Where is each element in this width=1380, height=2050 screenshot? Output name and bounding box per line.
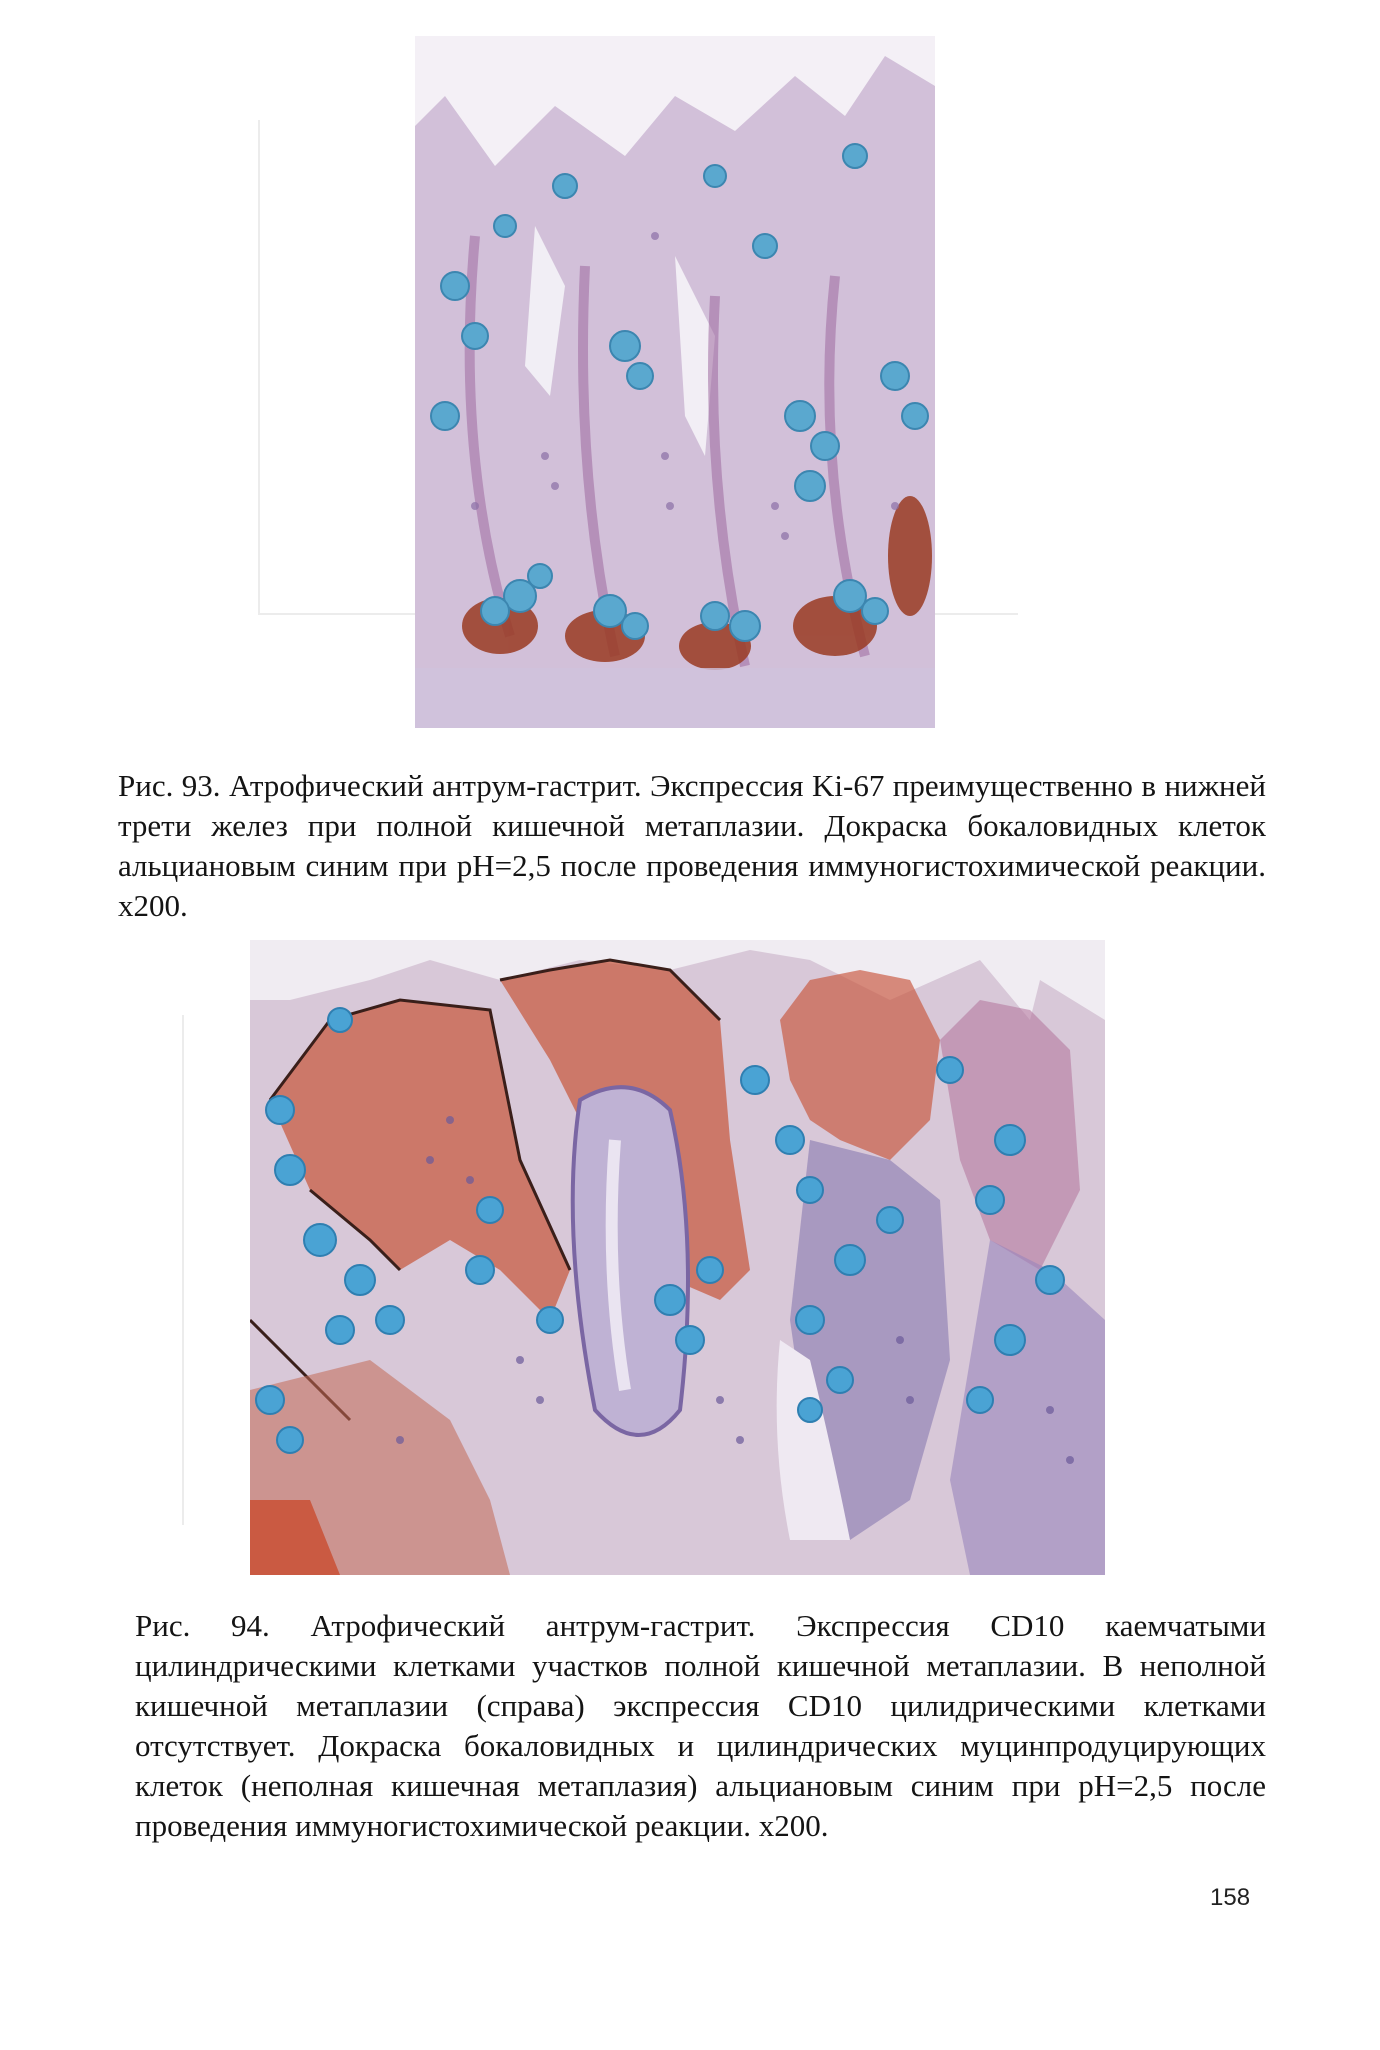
figure-93-caption: Рис. 93. Атрофический антрум-гастрит. Экспрессия Ki-67 преимущественно в нижней трети желез при полной кишечной метаплазии. Докраска бокаловидных клеток альциановым синим при pH=2,5 после проведения иммуногистохимической реакции. x200. — [118, 768, 1266, 923]
bleedthrough-axis — [258, 120, 260, 615]
micrograph-fig94 — [250, 940, 1105, 1575]
micrograph-fig93 — [415, 36, 935, 728]
bleedthrough-axis — [182, 1015, 184, 1525]
page-number: 158 — [1210, 1884, 1251, 1911]
figure-94-caption: Рис. 94. Атрофический антрум-гастрит. Экспрессия CD10 каемчатыми цилиндрическими клетками участков полной кишечной метаплазии. В неполной кишечной метаплазии (справа) экспрессия CD10 цилидрическими клетками отсутствует. Докраска бокаловидных и цилиндрических муцинпродуцирующих клеток (неполная кишечная метаплазия) альциановым синим при pH=2,5 после проведения иммуногистохимической реакции. x200. — [135, 1608, 1266, 1843]
